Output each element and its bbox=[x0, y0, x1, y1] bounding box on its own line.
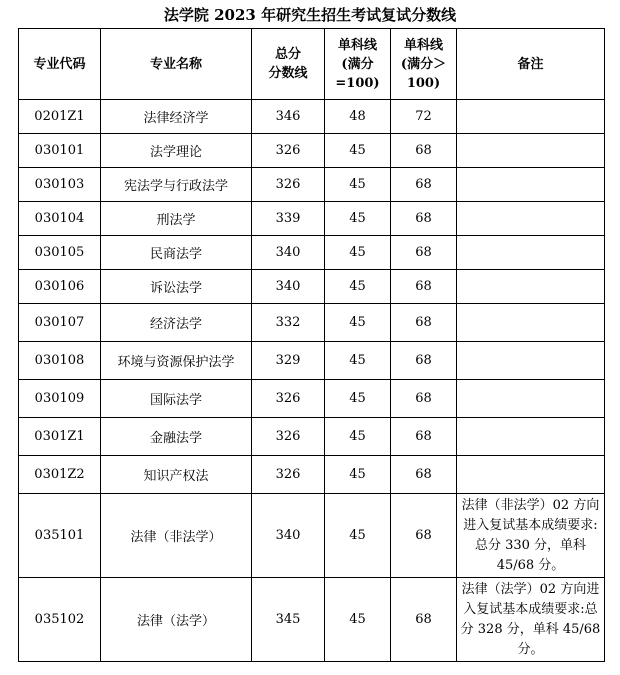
cell-total: 329 bbox=[252, 342, 325, 380]
cell-remark bbox=[457, 456, 605, 494]
cell-single100: 45 bbox=[325, 418, 391, 456]
cell-remark bbox=[457, 380, 605, 418]
cell-name: 诉讼法学 bbox=[101, 270, 252, 304]
cell-single-over100: 68 bbox=[391, 456, 457, 494]
cell-single100: 45 bbox=[325, 236, 391, 270]
header-total-line2: 分数线 bbox=[268, 66, 308, 81]
table-row bbox=[19, 202, 605, 236]
cell-name: 经济法学 bbox=[101, 304, 252, 342]
header-total-line1: 总分 bbox=[274, 47, 301, 62]
cell-single100: 45 bbox=[325, 202, 391, 236]
cell-remark bbox=[457, 202, 605, 236]
cell-single100: 45 bbox=[325, 134, 391, 168]
cell-name: 知识产权法 bbox=[101, 456, 252, 494]
cell-name: 法学理论 bbox=[101, 134, 252, 168]
cell-remark: 法律（非法学）02 方向进入复试基本成绩要求:总分 330 分，单科 45/68 分。 bbox=[457, 494, 605, 578]
cell-name: 宪法学与行政法学 bbox=[101, 168, 252, 202]
cell-total: 326 bbox=[252, 168, 325, 202]
cell-single100: 45 bbox=[325, 380, 391, 418]
header-single-over100-line3: 100) bbox=[406, 75, 441, 91]
cell-name: 法律（非法学） bbox=[101, 494, 252, 578]
header-remark: 备注 bbox=[457, 29, 605, 100]
cell-total: 326 bbox=[252, 456, 325, 494]
cell-single-over100: 68 bbox=[391, 236, 457, 270]
table-row bbox=[19, 304, 605, 342]
cell-remark bbox=[457, 342, 605, 380]
cell-code: 030108 bbox=[19, 342, 101, 380]
cell-single100: 45 bbox=[325, 304, 391, 342]
cell-remark bbox=[457, 236, 605, 270]
cell-code: 030109 bbox=[19, 380, 101, 418]
header-single100-line3: =100) bbox=[335, 75, 380, 91]
cell-single-over100: 68 bbox=[391, 134, 457, 168]
cell-name: 国际法学 bbox=[101, 380, 252, 418]
table-row bbox=[19, 380, 605, 418]
header-single-over100-line2: (满分＞ bbox=[400, 56, 447, 72]
cell-total: 326 bbox=[252, 380, 325, 418]
cell-code: 030107 bbox=[19, 304, 101, 342]
cell-total: 345 bbox=[252, 578, 325, 662]
cell-total: 340 bbox=[252, 236, 325, 270]
cell-single-over100: 68 bbox=[391, 418, 457, 456]
cell-total: 340 bbox=[252, 494, 325, 578]
table-row bbox=[19, 418, 605, 456]
cell-single-over100: 68 bbox=[391, 578, 457, 662]
cell-single100: 45 bbox=[325, 494, 391, 578]
cell-code: 0301Z2 bbox=[19, 456, 101, 494]
cell-single-over100: 68 bbox=[391, 270, 457, 304]
table-row bbox=[19, 236, 605, 270]
cell-name: 金融法学 bbox=[101, 418, 252, 456]
cell-code: 035102 bbox=[19, 578, 101, 662]
cell-total: 339 bbox=[252, 202, 325, 236]
table-row bbox=[19, 578, 605, 662]
header-single100-line2: (满分 bbox=[341, 56, 374, 72]
table-row bbox=[19, 270, 605, 304]
cell-total: 340 bbox=[252, 270, 325, 304]
table-header-row bbox=[19, 29, 605, 100]
cell-code: 0301Z1 bbox=[19, 418, 101, 456]
cell-code: 030105 bbox=[19, 236, 101, 270]
header-single100-line1: 单科线 bbox=[337, 37, 377, 53]
table-row bbox=[19, 342, 605, 380]
cell-code: 0201Z1 bbox=[19, 100, 101, 134]
cell-total: 326 bbox=[252, 134, 325, 168]
table-row bbox=[19, 168, 605, 202]
cell-code: 030103 bbox=[19, 168, 101, 202]
table-row bbox=[19, 134, 605, 168]
cell-single-over100: 68 bbox=[391, 494, 457, 578]
cell-name: 刑法学 bbox=[101, 202, 252, 236]
page-title: 法学院 2023 年研究生招生考试复试分数线 bbox=[163, 6, 457, 24]
table-row bbox=[19, 456, 605, 494]
header-name: 专业名称 bbox=[101, 29, 252, 100]
cell-single100: 45 bbox=[325, 456, 391, 494]
cell-remark bbox=[457, 134, 605, 168]
cell-remark bbox=[457, 418, 605, 456]
cell-name: 环境与资源保护法学 bbox=[101, 342, 252, 380]
cell-single-over100: 68 bbox=[391, 202, 457, 236]
table-row bbox=[19, 100, 605, 134]
header-single-over100 bbox=[391, 29, 457, 100]
cell-single-over100: 68 bbox=[391, 342, 457, 380]
cell-single100: 48 bbox=[325, 100, 391, 134]
cell-remark bbox=[457, 304, 605, 342]
cell-code: 035101 bbox=[19, 494, 101, 578]
cell-remark bbox=[457, 270, 605, 304]
header-single-over100-line1: 单科线 bbox=[403, 37, 443, 53]
cell-single-over100: 72 bbox=[391, 100, 457, 134]
cell-single100: 45 bbox=[325, 168, 391, 202]
cell-code: 030106 bbox=[19, 270, 101, 304]
table-row bbox=[19, 494, 605, 578]
header-single100 bbox=[325, 29, 391, 100]
cell-total: 332 bbox=[252, 304, 325, 342]
cell-single-over100: 68 bbox=[391, 168, 457, 202]
cell-single-over100: 68 bbox=[391, 304, 457, 342]
cell-total: 346 bbox=[252, 100, 325, 134]
header-code: 专业代码 bbox=[19, 29, 101, 100]
cell-name: 民商法学 bbox=[101, 236, 252, 270]
cell-name: 法律经济学 bbox=[101, 100, 252, 134]
cell-total: 326 bbox=[252, 418, 325, 456]
cell-remark: 法律（法学）02 方向进入复试基本成绩要求:总分 328 分，单科 45/68 分。 bbox=[457, 578, 605, 662]
cell-code: 030101 bbox=[19, 134, 101, 168]
cell-name: 法律（法学） bbox=[101, 578, 252, 662]
cell-single100: 45 bbox=[325, 342, 391, 380]
cell-code: 030104 bbox=[19, 202, 101, 236]
cell-single-over100: 68 bbox=[391, 380, 457, 418]
cell-remark bbox=[457, 168, 605, 202]
cell-single100: 45 bbox=[325, 578, 391, 662]
score-table bbox=[18, 28, 605, 662]
header-total bbox=[252, 29, 325, 100]
cell-single100: 45 bbox=[325, 270, 391, 304]
cell-remark bbox=[457, 100, 605, 134]
